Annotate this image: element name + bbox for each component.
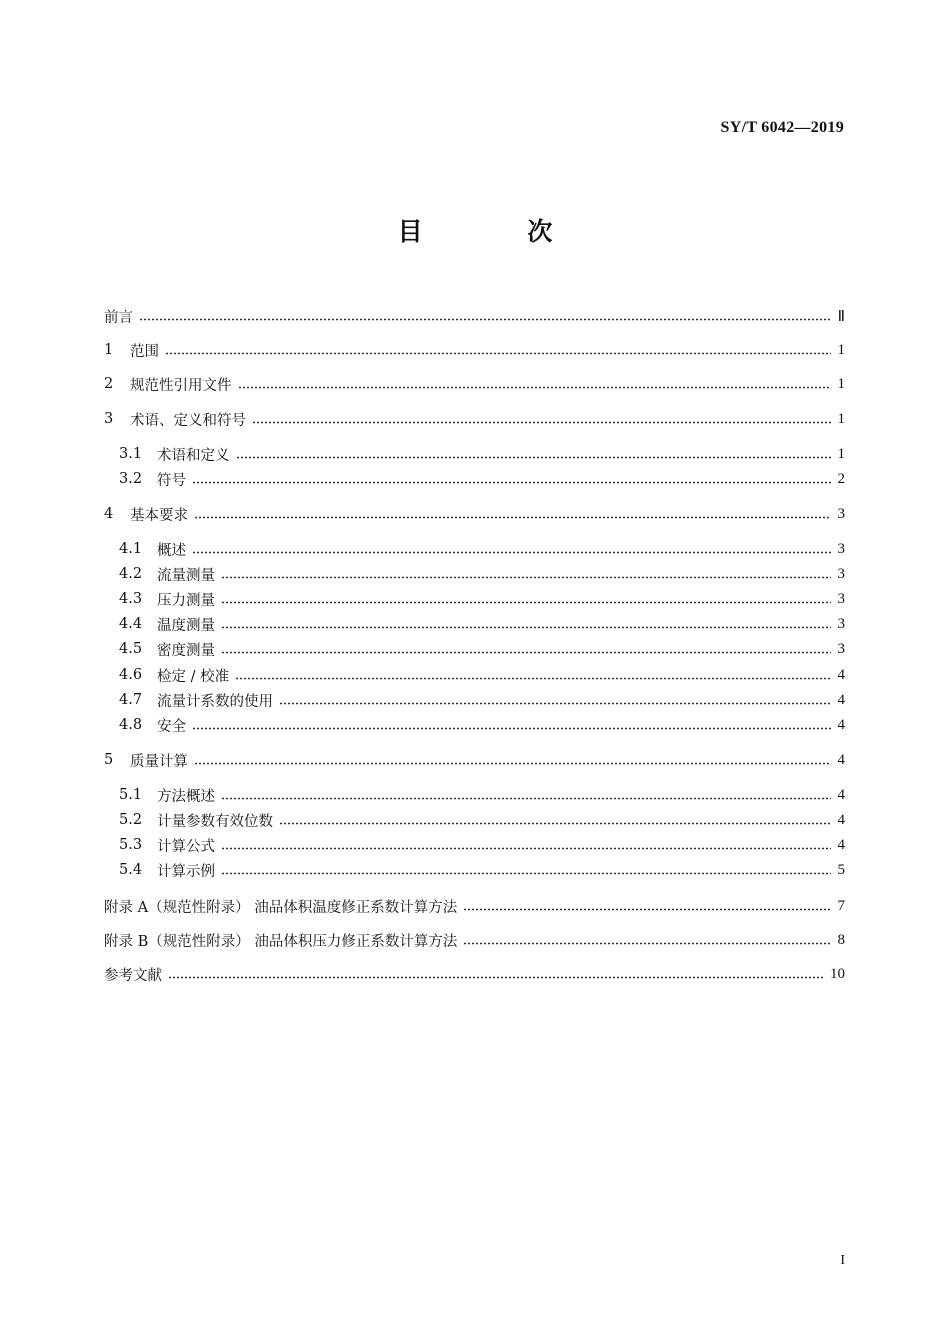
toc-entry-number: 2 [104, 376, 114, 392]
toc-entry[interactable] [104, 748, 845, 772]
toc-entry-page: 5 [837, 861, 845, 878]
toc-entry-page: 7 [837, 897, 845, 914]
page-number: I [840, 1253, 845, 1268]
toc-entry-page: 2 [837, 470, 845, 487]
toc-entry-page: 1 [837, 341, 845, 358]
toc-entry[interactable] [104, 962, 845, 986]
dot-leader [235, 677, 831, 680]
toc-entry-number: 3 [104, 411, 114, 427]
toc-entry-number: 5.1 [119, 787, 143, 803]
toc-entry-page: 3 [837, 590, 845, 607]
toc-entry-page: 3 [837, 505, 845, 522]
dot-leader [139, 318, 831, 321]
toc-entry-title: 流量测量 [157, 567, 215, 584]
toc-entry-page: 1 [837, 375, 845, 392]
dot-leader [238, 386, 832, 389]
toc-entry[interactable] [104, 338, 845, 362]
dot-leader [165, 352, 831, 355]
dot-leader [221, 601, 831, 604]
dot-leader [279, 702, 831, 705]
toc-entry-number: 4.6 [119, 667, 143, 683]
dot-leader [221, 626, 831, 629]
toc-entry[interactable] [104, 407, 845, 431]
toc-entry-title: 附录 B（规范性附录） 油品体积压力修正系数计算方法 [104, 933, 458, 950]
dot-leader [221, 576, 831, 579]
dot-leader [279, 822, 831, 825]
toc-entry-number: 4.8 [119, 717, 143, 733]
toc-entry-page: Ⅱ [837, 308, 845, 325]
toc-entry[interactable] [119, 467, 845, 491]
toc-entry-number: 4.7 [119, 692, 143, 708]
toc-entry-title: 质量计算 [130, 753, 188, 770]
toc-entry-page: 3 [837, 615, 845, 632]
toc-entry-number: 5 [104, 752, 114, 768]
toc-entry-number: 4.1 [119, 541, 143, 557]
dot-leader [463, 908, 831, 911]
toc-entry-title: 检定 / 校准 [157, 668, 230, 685]
toc-entry-number: 4.2 [119, 566, 143, 582]
toc-entry[interactable] [119, 783, 845, 807]
toc-entry[interactable] [119, 688, 845, 712]
dot-leader [221, 651, 831, 654]
toc-entry[interactable] [104, 372, 845, 396]
toc-entry-number: 4.4 [119, 616, 143, 632]
toc-entry[interactable] [119, 858, 845, 882]
toc-entry[interactable] [119, 587, 845, 611]
toc-entry-title: 计算示例 [157, 863, 215, 880]
toc-entry[interactable] [119, 442, 845, 466]
toc-entry-title: 术语和定义 [157, 447, 230, 464]
toc-entry-title: 计算公式 [157, 838, 215, 855]
toc-entry-title: 参考文献 [104, 967, 162, 984]
toc-entry-page: 1 [837, 445, 845, 462]
toc-entry[interactable] [104, 304, 845, 328]
toc-entry-number: 5.2 [119, 812, 143, 828]
page-title: 目 次 [397, 217, 601, 246]
toc-entry-page: 1 [837, 410, 845, 427]
toc-entry[interactable] [119, 713, 845, 737]
toc-entry[interactable] [104, 894, 845, 918]
toc-entry-number: 4 [104, 506, 114, 522]
dot-leader [168, 976, 824, 979]
toc-entry-title: 基本要求 [130, 507, 188, 524]
toc-entry-number: 4.3 [119, 591, 143, 607]
toc-entry[interactable] [119, 833, 845, 857]
toc-entry-page: 4 [837, 786, 845, 803]
toc-entry-number: 3.2 [119, 471, 143, 487]
toc-entry-title: 规范性引用文件 [130, 377, 232, 394]
toc-entry-title: 概述 [157, 542, 186, 559]
toc-entry-number: 1 [104, 342, 114, 358]
dot-leader [236, 456, 832, 459]
toc-entry-page: 4 [837, 691, 845, 708]
toc-entry-title: 温度测量 [157, 617, 215, 634]
dot-leader [192, 551, 831, 554]
toc-entry-title: 压力测量 [157, 592, 215, 609]
toc-entry[interactable] [119, 537, 845, 561]
dot-leader [252, 421, 831, 424]
toc-entry-title: 流量计系数的使用 [157, 693, 273, 710]
toc-entry-title: 范围 [130, 343, 159, 360]
toc-entry-page: 3 [837, 640, 845, 657]
toc-entry[interactable] [104, 928, 845, 952]
dot-leader [221, 797, 831, 800]
toc-entry-title: 术语、定义和符号 [130, 412, 246, 429]
dot-leader [194, 762, 831, 765]
dot-leader [463, 942, 831, 945]
toc-entry-title: 计量参数有效位数 [157, 813, 273, 830]
toc-entry-number: 3.1 [119, 446, 143, 462]
dot-leader [194, 516, 831, 519]
toc-entry-number: 4.5 [119, 641, 143, 657]
toc-entry-page: 3 [837, 540, 845, 557]
toc-entry[interactable] [104, 502, 845, 526]
toc-entry-title: 前言 [104, 309, 133, 326]
toc-entry[interactable] [119, 637, 845, 661]
dot-leader [221, 847, 831, 850]
toc-entry[interactable] [119, 663, 845, 687]
dot-leader [192, 727, 831, 730]
toc-entry-title: 密度测量 [157, 642, 215, 659]
toc-entry-page: 10 [830, 965, 845, 982]
dot-leader [192, 481, 831, 484]
toc-entry-page: 3 [837, 565, 845, 582]
toc-entry-title: 附录 A（规范性附录） 油品体积温度修正系数计算方法 [104, 899, 458, 916]
toc-entry-page: 4 [837, 716, 845, 733]
dot-leader [221, 872, 831, 875]
toc-entry-page: 4 [837, 666, 845, 683]
toc-entry-title: 符号 [157, 472, 186, 489]
toc-entry-page: 8 [837, 931, 845, 948]
toc-entry-page: 4 [837, 811, 845, 828]
toc-entry-number: 5.3 [119, 837, 143, 853]
toc-entry[interactable] [119, 562, 845, 586]
toc-entry[interactable] [119, 612, 845, 636]
toc-entry[interactable] [119, 808, 845, 832]
toc-entry-title: 方法概述 [157, 788, 215, 805]
toc-entry-page: 4 [837, 751, 845, 768]
toc-entry-number: 5.4 [119, 862, 143, 878]
toc-entry-page: 4 [837, 836, 845, 853]
standard-number: SY/T 6042—2019 [720, 119, 844, 136]
toc-entry-title: 安全 [157, 718, 186, 735]
